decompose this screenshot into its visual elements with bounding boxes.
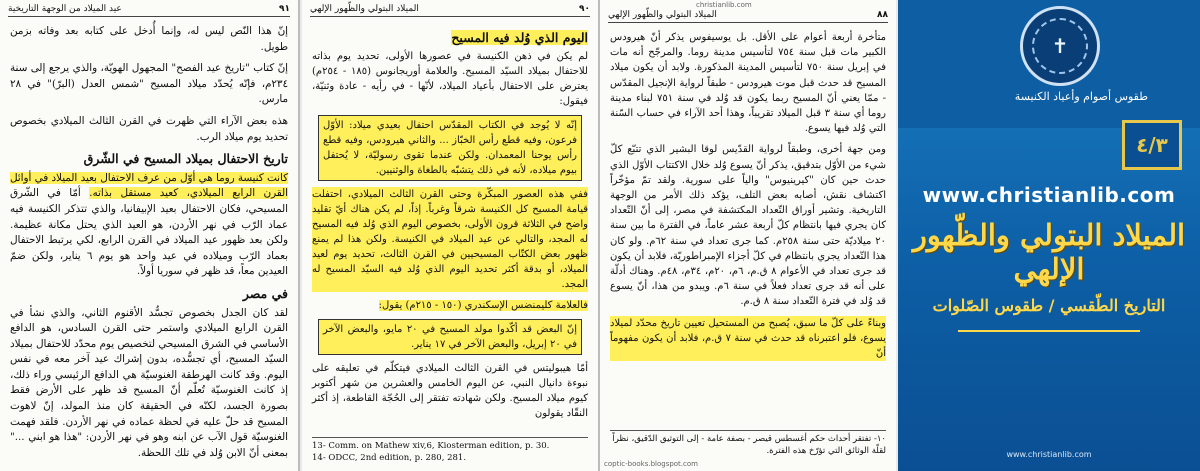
running-title: عيد الميلاد من الوجهة التاريخية [8, 4, 122, 14]
paragraph: لم يكن في ذهن الكنيسة في عصورها الأولى، تحديد يوم بذاته للاحتفال بميلاد السيّد المسيح. والعلامة أوريجانوس (١٨٥ - ٢٥٤م) يعترض على الاحتفال بأعياد الميلاد، لأنّها - في رأيه - عادة وثنيّة، فيقول: [312, 51, 588, 107]
watermark: coptic-books.blogspot.com [604, 460, 698, 468]
page-body [10, 24, 288, 467]
highlighted-heading: اليوم الذي وُلد فيه المسيح [451, 30, 588, 45]
volume-badge: ٤/٣ [1122, 120, 1182, 170]
paragraph: ومن جهة أخرى، وطبقاً لرواية القدّيس لوقا البشير الذي تتبّع كلّ شيء من الأوّل بتدقيق، يذكر أنّ يسوع وُلد خلال الاكتتاب الأوّل الذي حدث حين كان "كيرينيوس" والياً على سورية. ولقد تمّ مؤخّراً اكتشاف نقش، أصابه بعض التلف، يؤكد ذلك الأمر من الوجهة التاريخية. وتشير أوراق التّعداد المكتشفة في مصر، إلى أنّ التّعداد كان يجري فيها بانتظام كلّ أربعة عشر عاماً، في الفترة ما بين سنة ٢٠ ميلاديّة حتى سنة ٢٥٨م. كما جرى تعداد في سنة ٦٢م. ولو كان هذا التّعداد يجري بانتظام في كلّ أجزاء الإمبراطوريّة، فلابد أن يكون قد جرى تعداد في الأعوام ٨ ق.م، ٦م، ٢٠م، ٣٤م، ٤٨م. وهناك أدلّة على أنه قد جرى تعداد فعلاً في سنة ٦م. ويبدو من هذا، أنّ يسوع قد وُلد في فترة التّعداد سنة ٨ ق.م. [610, 144, 886, 308]
section-heading [312, 30, 588, 45]
page-88 [600, 0, 896, 471]
page-header [310, 4, 590, 17]
page-body [610, 30, 886, 367]
footnote: 14- ODCC, 2nd edition, p. 280, 281. [312, 453, 467, 463]
page-number: ٩١ [279, 4, 290, 14]
page-number: ٩٠ [579, 4, 590, 14]
watermark: christianlib.com [696, 1, 752, 9]
website-url: www.christianlib.com [922, 183, 1176, 207]
paragraph: إنّ كتاب "تاريخ عيد الفصح" المجهول الهويّة، والذي يرجع إلى سنة ٢٣٤م، فإنّه يُحدّد ميلاد المسيح "شمس العدل (البرّ)" في ٢٨ مارس. [10, 62, 288, 106]
paragraph: لقد كان الجدل بخصوص تجسُّد الأقنوم الثاني، والذي نشأ في القرن الرابع الميلادي واستمر حتى القرن السادس، هو الدافع الأساسي في الشرق المسيحي لتخصيص يوم محدّد للاحتفال بميلاد السيّد المسيح، أي تجسُّده، بدون إشراك عيد آخر معه في نفس اليوم. وقد كانت الهرطقة الغنوسيّة هي الدافع الرئيسي وراء ذلك، إذ كانت الغنوسيّة تُعلّم أنّ المسيح قد ظهر على الأرض فقط بصورة الجسد، لكنّه في الحقيقة كان منذ المولد، إنّ لاهوت المسيح قد حلّ عليه في لحظة عماده في نهر الأردن. فلقد فهمت الغنوسيّة قول الآب عن ابنه وهو في نهر الأردن: "هذا هو ابني ..." بمعنى أنّ الابن وُلد في تلك اللحظة. [10, 306, 288, 459]
highlighted-paragraph: ففي هذه العصور المبكّرة وحتى القرن الثالث الميلادي، احتفلت قيامة المسيح كل الكنيسة شرقاً وغرباً. إذاً، لم يكن هناك أيّ تقليد واضح في الثلاثة قرون الأولى، بخصوص اليوم الذي وُلد فيه المسيح له المجد، والتالي عن عيد الميلاد في الكنيسة. ولكن هذا لم يمنع ظهور بعض الكتّاب المسيحيين في القرن الثالث، تحديد يوم لعيد الميلاد، أو بدقة أكثر تحديد اليوم الذي وُلد فيه السيّد المسيح له المجد. [312, 189, 588, 290]
paragraph: متأخرة أربعة أعوام على الأقل. بل يوسيفوس يذكر أنّ هيرودس الكبير مات قبل سنة ٧٥٤ لتأسيس مدينة روما. والمرجّح أنه مات في إبريل سنة ٧٥٠ لتأسيس المدينة المذكورة. ولابد أن يكون ميلاد المسيح قد حدث قبل موت هيرودس - طبقاً لرواية الإنجيل المقدّس - ممّا يعني أنّ المسيح ربما يكون قد وُلد في سنة ٧٥١ لبناء مدينة روما أي سنة ٣ قبل الميلاد تقريباً، وهذا أحد الآراء في حساب السّنة التي وُلد فيها يسوع. [610, 32, 887, 135]
book-cover [898, 0, 1200, 471]
series-title: طقوس أصوام وأعياد الكنيسة [1014, 90, 1148, 103]
section-heading: في مصر [242, 285, 288, 301]
page-90 [302, 0, 598, 471]
publisher-logo [1020, 6, 1100, 86]
book-subtitle: التاريخ الطّقسي / طقوس الصّلوات [932, 296, 1166, 315]
quote-clement: إنّ البعض قد أكّدوا مولد المسيح في ٢٠ مايو، والبعض الآخر في ٢٠ إبريل، والبعض الآخر في ١٧ يناير. [318, 319, 582, 355]
paragraph [312, 298, 588, 313]
gutter [298, 0, 300, 471]
page-header [8, 4, 290, 17]
paragraph-text: أمّا في الشّرق المسيحي، فكان الاحتفال بعيد الإبيفانيا، والذي تتذكر الكنيسة فيه عماد الرّب في نهر الأردن، هو العيد الذي يحتل مكانة عظيمة. ولكن بعد ظهور عيد الميلاد في القرن الرابع، لكي يرتبط الاحتفال بعماد الرّب وميلاده في عيد واحد هو يوم ٦ يناير، ولكن ضمّ العيدين معاً، قد ظهر في سوريا أولاً. [10, 187, 288, 278]
footnote: ١٠- تفتقر أحداث حكم أغسطس قيصر - بصفة عامة - إلى التوثيق الدّقيق، نظراً لقلّة الوثائق التي تؤرّخ هذه الفترة. [610, 430, 886, 457]
divider [958, 330, 1140, 332]
highlighted-paragraph: وبناءً على كلّ ما سبق، يُصبح من المستحيل تعيين تاريخ محدّد لميلاد يسوع، فلو اعتبرناه قد حدث في سنة ٧ ق.م، فلابد أن يكون مفهوماً أنّ [610, 316, 886, 362]
paragraph [10, 171, 288, 280]
section-heading: تاريخ الاحتفال بميلاد المسيح في الشّرق [83, 151, 288, 167]
cover-footer: www.christianlib.com [1006, 450, 1092, 459]
footnotes [312, 437, 588, 464]
paragraph: أمّا هيبوليتس في القرن الثالث الميلادي فيتكلّم في تعليقه على نبوءة دانيال النبي، عن اليوم الخامس والعشرين من شهر أكتوبر كيوم ميلاد المسيح. ولكن شهادته تفتقر إلى الحُجّة القاطعة، إذ أكثر النقّاد يقولون [312, 363, 588, 419]
page-header [608, 10, 888, 23]
book-title: الميلاد البتولي والظّهور الإلهي [912, 218, 1186, 286]
page-91 [0, 0, 298, 471]
paragraph: هذه بعض الآراء التي ظهرت في القرن الثالث الميلادي بخصوص تحديد يوم ميلاد الرب. [10, 114, 288, 143]
page-number: ٨٨ [877, 10, 888, 20]
quote-origen: إنّه لا يُوجد في الكتاب المقدّس احتفال بعيدي ميلاد: الأوّل فرعون، وفيه قطع رأس الخبّاز ... والثاني هيرودس، وفيه قطع رأس يوحنا المعمدان. ولكن عندما تقوى رسوليّة، لا يُحتفل بيوم ميلاده، لأنه في ذلك يتشبّه بالطغاة والوثنيين. [318, 115, 582, 181]
running-title: الميلاد البتولي والظّهور الإلهي [608, 10, 717, 20]
footnote: 13- Comm. on Mathew xiv,6, Kiosterman edition, p. 30. [312, 441, 550, 451]
page-body [312, 24, 588, 427]
cross-icon: ✝ [1032, 18, 1088, 74]
highlighted-text: فالعلامة كليمنضس الإسكندري (١٥٠ - ٢١٥م) يقول: [378, 300, 588, 311]
running-title: الميلاد البتولي والظّهور الإلهي [310, 4, 419, 14]
highlighted-text: كانت كنيسة روما هي أوّل من عرف الاحتفال بعيد الميلاد في أوائل القرن الرابع الميلادي، كعيد مستقل بذاته. [10, 171, 288, 200]
paragraph: إنّ هذا النّص ليس له، وإنما أُدخل على كتابه بعد وفاته بزمن طويل. [10, 25, 288, 53]
